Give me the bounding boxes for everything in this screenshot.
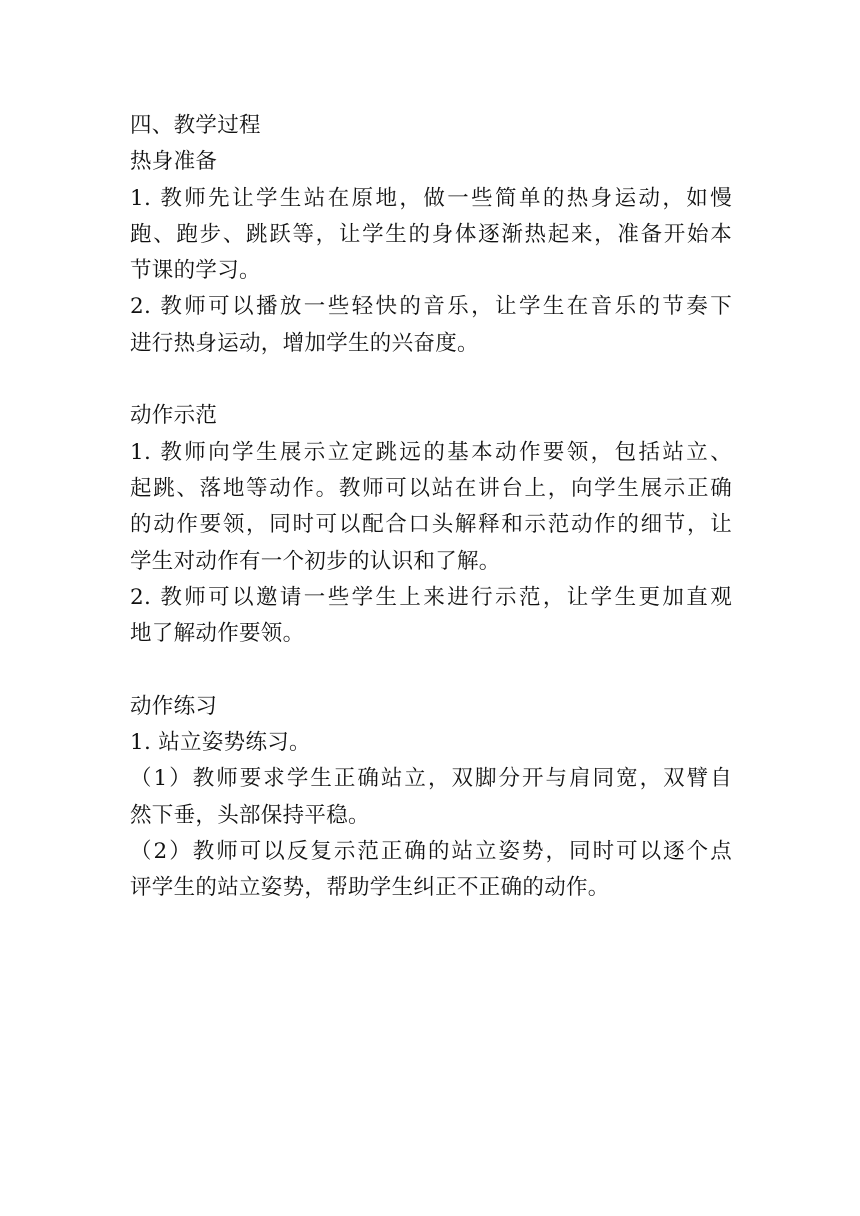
demonstration-heading: 动作示范 bbox=[130, 403, 218, 429]
paragraph-line: 2. 教师可以邀请一些学生上来进行示范，让学生更加直观 bbox=[130, 584, 732, 610]
warmup-item-1 bbox=[130, 181, 732, 290]
paragraph-line: （1）教师要求学生正确站立，双脚分开与肩同宽，双臂自 bbox=[130, 766, 732, 792]
paragraph-line: 节课的学习。 bbox=[130, 258, 261, 284]
paragraph-line: 学生对动作有一个初步的认识和了解。 bbox=[130, 548, 501, 574]
document-page bbox=[130, 108, 732, 907]
practice-subitem-2 bbox=[130, 834, 732, 907]
practice-item-1: 1. 站立姿势练习。 bbox=[130, 730, 311, 756]
practice-subitem-1 bbox=[130, 761, 732, 834]
demonstration-item-1 bbox=[130, 435, 732, 580]
section-title: 四、教学过程 bbox=[130, 113, 261, 138]
warmup-item-2 bbox=[130, 289, 732, 362]
paragraph-line: 的动作要领，同时可以配合口头解释和示范动作的细节，让 bbox=[130, 512, 732, 538]
paragraph-line: （2）教师可以反复示范正确的站立姿势，同时可以逐个点 bbox=[130, 838, 732, 864]
paragraph-line: 1. 教师先让学生站在原地，做一些简单的热身运动，如慢 bbox=[130, 185, 732, 211]
warmup-heading: 热身准备 bbox=[130, 149, 218, 175]
paragraph-line: 评学生的站立姿势，帮助学生纠正不正确的动作。 bbox=[130, 875, 610, 901]
paragraph-line: 进行热身运动，增加学生的兴奋度。 bbox=[130, 330, 479, 356]
paragraph-line: 跑、跑步、跳跃等，让学生的身体逐渐热起来，准备开始本 bbox=[130, 221, 732, 247]
blank-line bbox=[130, 362, 732, 398]
paragraph-line: 起跳、落地等动作。教师可以站在讲台上，向学生展示正确 bbox=[130, 475, 732, 501]
paragraph-line: 2. 教师可以播放一些轻快的音乐，让学生在音乐的节奏下 bbox=[130, 294, 732, 320]
paragraph-line: 地了解动作要领。 bbox=[130, 621, 305, 647]
blank-line bbox=[130, 652, 732, 688]
practice-heading: 动作练习 bbox=[130, 693, 218, 719]
demonstration-item-2 bbox=[130, 580, 732, 653]
paragraph-line: 然下垂，头部保持平稳。 bbox=[130, 802, 370, 828]
paragraph-line: 1. 教师向学生展示立定跳远的基本动作要领，包括站立、 bbox=[130, 439, 732, 465]
